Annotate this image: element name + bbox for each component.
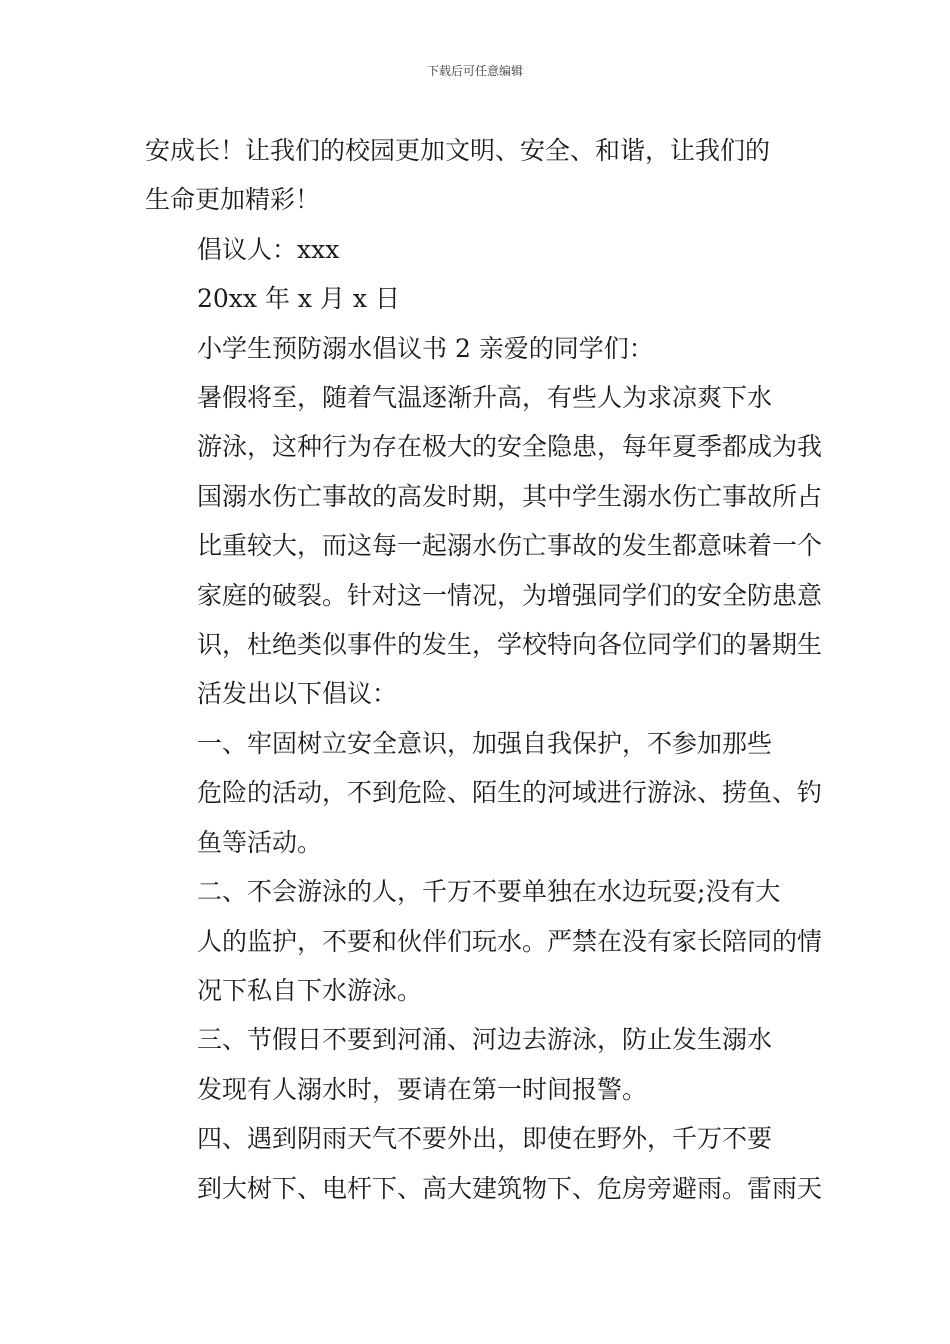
text-line: 国溺水伤亡事故的高发时期，其中学生溺水伤亡事故所占 <box>197 481 823 511</box>
text-line: 四、遇到阴雨天气不要外出，即使在野外，千万不要 <box>197 1124 773 1154</box>
text-line: 20xx 年 x 月 x 日 <box>197 284 400 314</box>
text-line: 一、牢固树立安全意识，加强自我保护，不参加那些 <box>197 728 773 758</box>
paragraph-closing <box>145 126 810 225</box>
text-line: 发现有人溺水时，要请在第一时间报警。 <box>197 1074 648 1104</box>
document-body <box>145 126 823 1213</box>
text-line: 危险的活动，不到危险、陌生的河域进行游泳、捞鱼、钓 <box>197 778 823 808</box>
text-line: 暑假将至，随着气温逐渐升高，有些人为求凉爽下水 <box>197 383 773 413</box>
text-line: 安成长！让我们的校园更加文明、安全、和谐，让我们的 <box>145 136 771 165</box>
text-line: 比重较大，而这每一起溺水伤亡事故的发生都意味着一个 <box>197 531 823 561</box>
text-line: 二、不会游泳的人，千万不要单独在水边玩耍;没有大 <box>197 877 781 907</box>
text-line: 活发出以下倡议： <box>197 679 398 709</box>
paragraph-intro <box>145 373 823 719</box>
text-line: 识，杜绝类似事件的发生，学校特向各位同学们的暑期生 <box>197 630 823 660</box>
text-line: 生命更加精彩！ <box>145 185 321 215</box>
paragraph-item-3 <box>145 1015 810 1114</box>
text-line: 到大树下、电杆下、高大建筑物下、危房旁避雨。雷雨天 <box>197 1173 823 1203</box>
text-line: 况下私自下水游泳。 <box>197 975 423 1005</box>
text-line: 人的监护，不要和伙伴们玩水。严禁在没有家长陪同的情 <box>197 926 823 956</box>
text-line: 三、节假日不要到河涌、河边去游泳，防止发生溺水 <box>197 1025 773 1055</box>
paragraph-title-greeting <box>145 324 810 373</box>
text-line: 小学生预防溺水倡议书 2 亲爱的同学们： <box>197 333 654 363</box>
paragraph-item-4 <box>145 1114 823 1213</box>
paragraph-item-2 <box>145 867 823 1015</box>
paragraph-signer <box>145 225 810 274</box>
page-header: 下载后可任意编辑 <box>426 64 523 78</box>
paragraph-date <box>145 274 810 323</box>
text-line: 倡议人：xxx <box>197 234 340 264</box>
paragraph-item-1 <box>145 719 823 867</box>
text-line: 鱼等活动。 <box>197 827 323 857</box>
text-line: 游泳，这种行为存在极大的安全隐患，每年夏季都成为我 <box>197 432 823 462</box>
text-line: 家庭的破裂。针对这一情况，为增强同学们的安全防患意 <box>197 580 823 610</box>
